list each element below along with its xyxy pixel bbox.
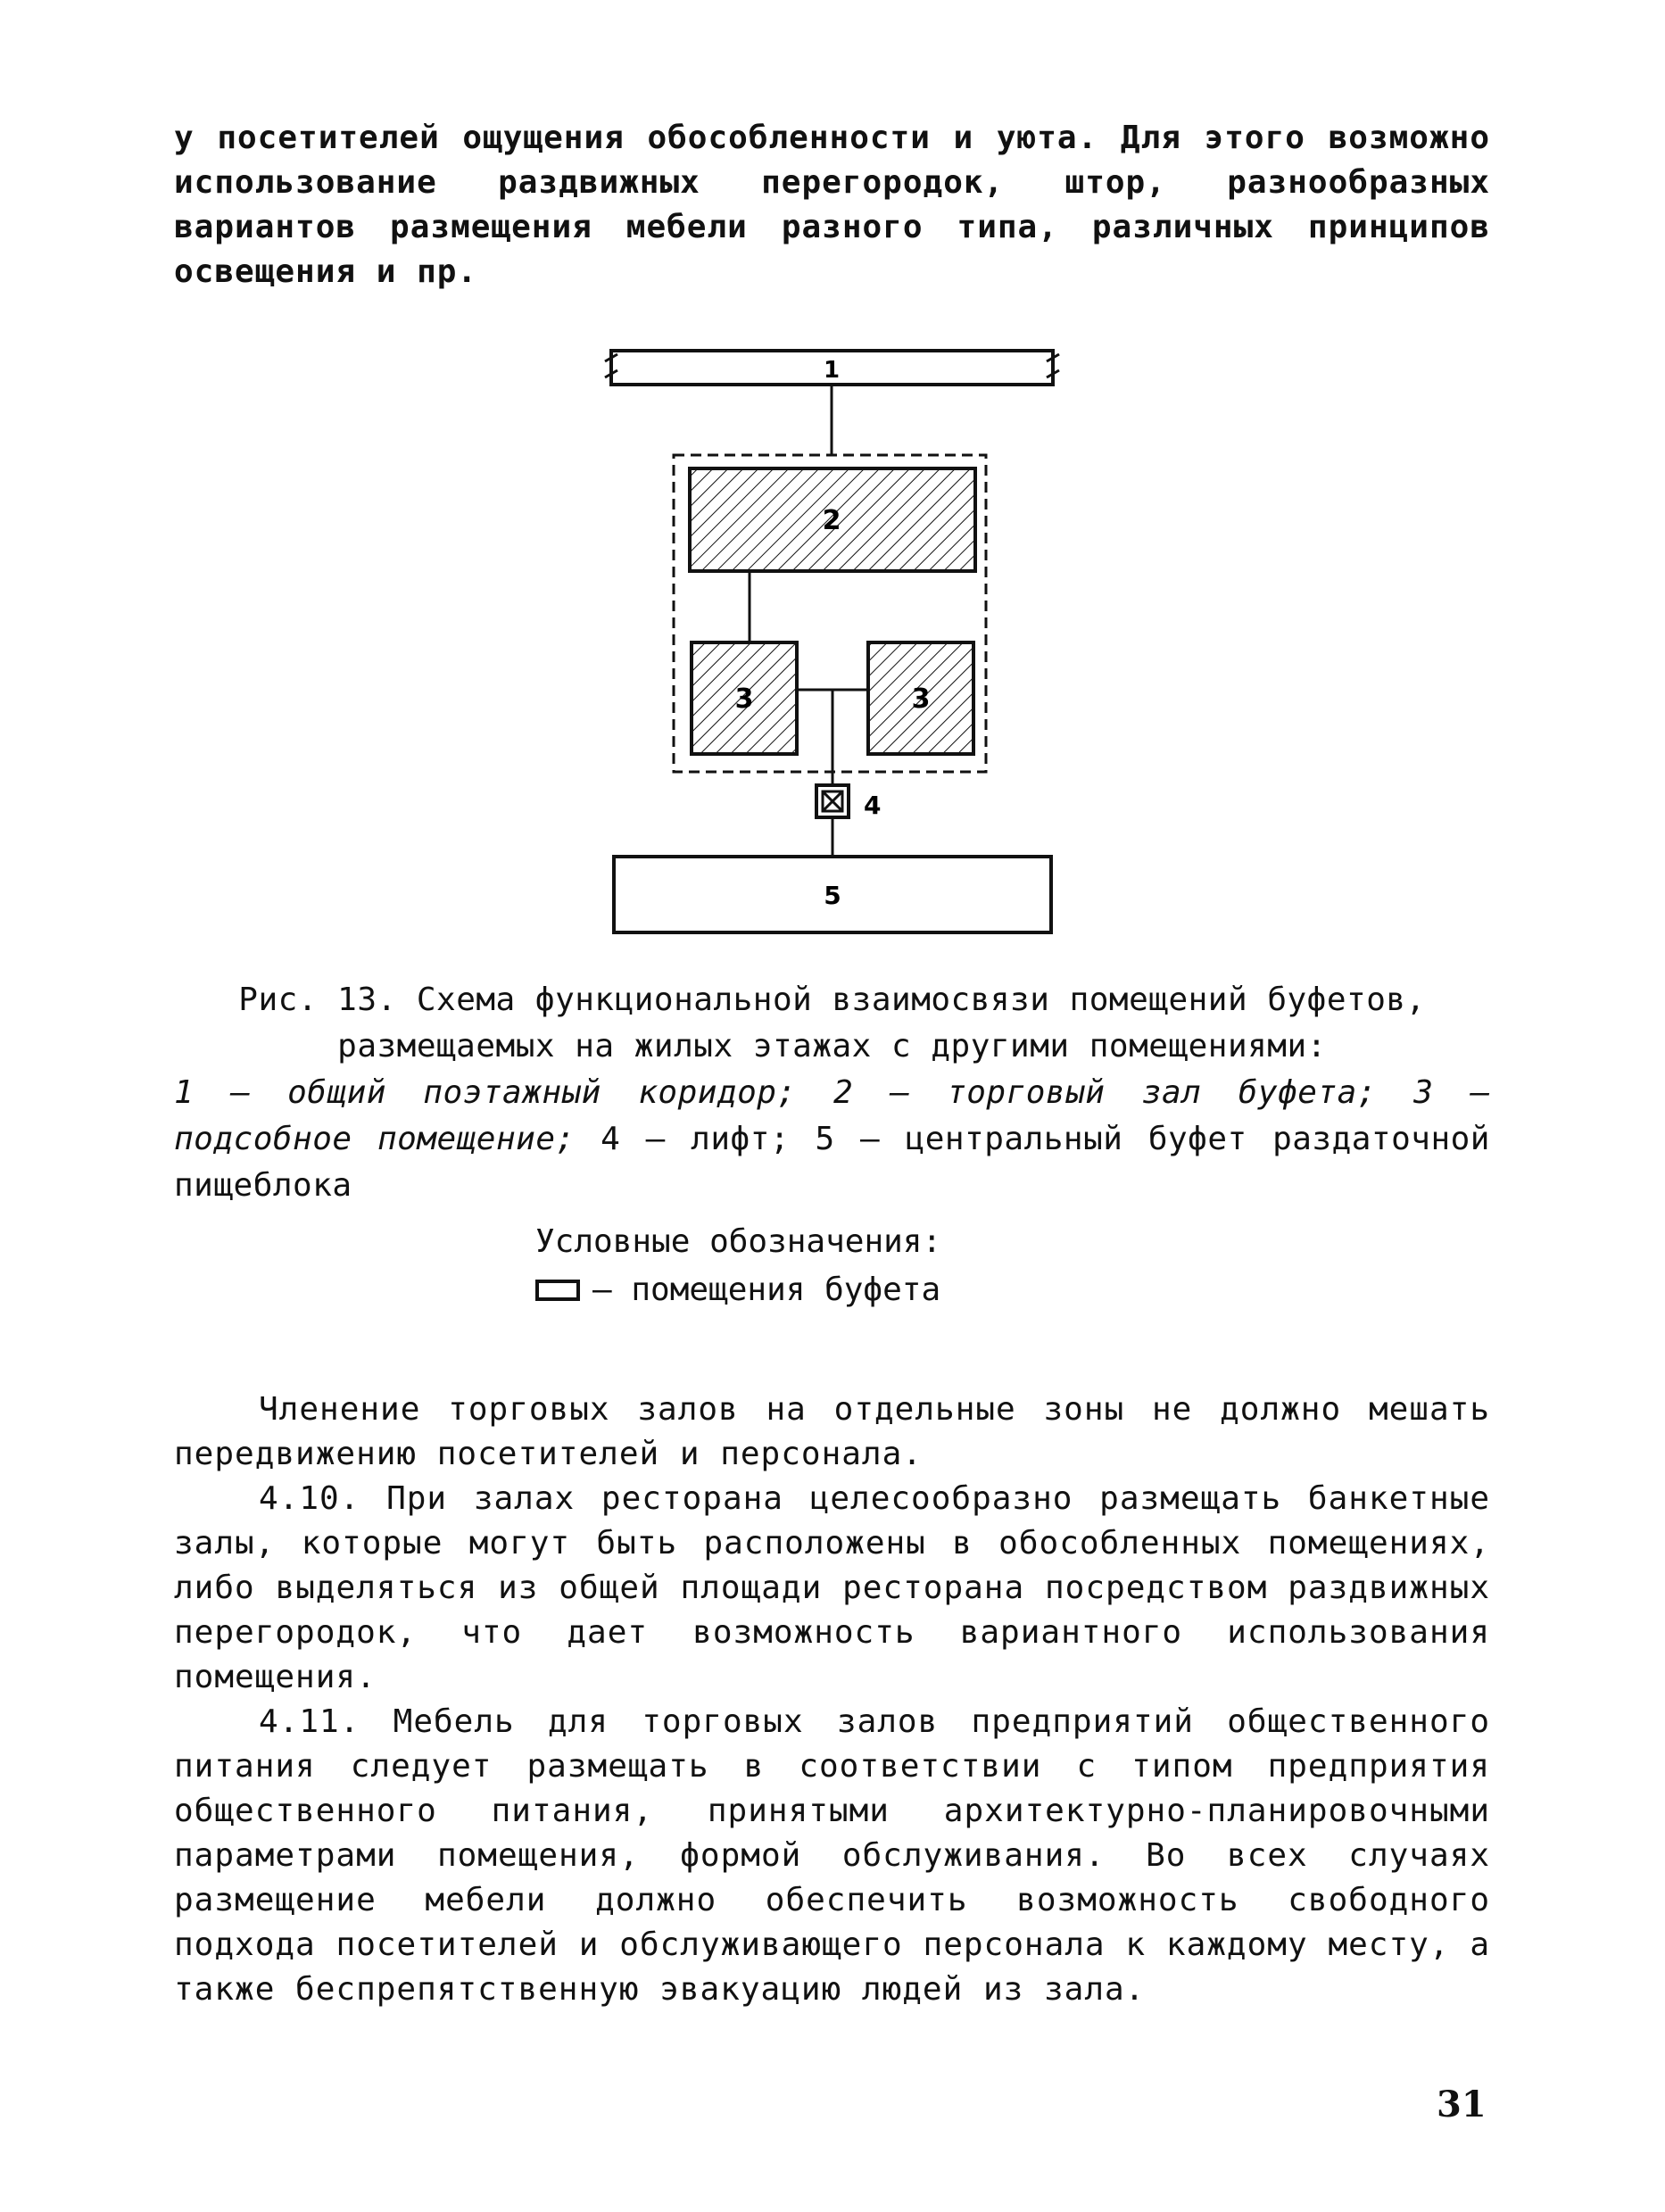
caption-item-3: 3 – подсобное помещение; bbox=[174, 1074, 1491, 1157]
corridor-label: 1 bbox=[823, 357, 841, 384]
corridor-block bbox=[605, 351, 1059, 385]
lift-symbol bbox=[816, 785, 881, 820]
paragraph-4-10: 4.10. При залах ресторана целесообразно размещать банкетные залы, которые могут быть расположены в обособленных помещениях, либо выделяться из общей площади ресторана посредством раздвижных перегородок, что дает возможность вариантного использования помещения. bbox=[174, 1480, 1490, 1695]
lift-label: 4 bbox=[864, 791, 882, 820]
legend-entry-text: – помещения буфета bbox=[592, 1272, 941, 1308]
caption-item-4: 4 – лифт; bbox=[601, 1121, 791, 1157]
room-symbol-icon bbox=[535, 1280, 580, 1301]
legend-entry bbox=[535, 1266, 1160, 1314]
caption-title-line2: размещаемых на жилых этажах с другими помещениями: bbox=[337, 1028, 1327, 1065]
legend-heading: Условные обозначения: bbox=[535, 1223, 942, 1260]
trading-hall-label: 2 bbox=[822, 505, 841, 536]
legend bbox=[535, 1218, 1160, 1314]
trading-hall-block bbox=[690, 468, 975, 571]
figure-13-diagram bbox=[589, 335, 1080, 959]
figure-caption bbox=[174, 977, 1490, 1209]
intro-text: у посетителей ощущения обособленности и уюта. Для этого возможно использование раздвижных перегородок, штор, разнообразных вариантов размещения мебели разного типа, различных принципов освещения и пр. bbox=[174, 120, 1490, 290]
body-text bbox=[174, 1388, 1490, 2012]
page-number: 31 bbox=[1437, 2084, 1487, 2125]
caption-item-5: 5 – центральный буфет раздаточной пищеблока bbox=[174, 1121, 1490, 1204]
caption-item-2: 2 – торговый зал буфета; bbox=[833, 1074, 1377, 1111]
caption-item-1: 1 – общий поэтажный коридор; bbox=[174, 1074, 797, 1111]
caption-title-line1: Рис. 13. Схема функциональной взаимосвязи помещений буфетов, bbox=[238, 982, 1426, 1018]
caption-items bbox=[174, 1070, 1490, 1209]
central-buffet-block bbox=[614, 857, 1051, 932]
utility-room-right bbox=[868, 642, 973, 754]
central-buffet-label: 5 bbox=[824, 881, 841, 910]
utility-room-right-label: 3 bbox=[911, 683, 931, 715]
utility-room-left-label: 3 bbox=[734, 683, 754, 715]
paragraph-zoning: Членение торговых залов на отдельные зоны не должно мешать передвижению посетителей и персонала. bbox=[174, 1391, 1490, 1472]
intro-paragraph bbox=[174, 116, 1490, 294]
paragraph-4-11: 4.11. Мебель для торговых залов предприятий общественного питания следует размещать в соответствии с типом предприятия общественного питания, принятыми архитектурно-планировочными параметрами помещения, формой обслуживания. Во всех случаях размещение мебели должно обеспечить возможность свободного подхода посетителей и обслуживающего персонала к каждому месту, а также беспрепятственную эвакуацию людей из зала. bbox=[174, 1703, 1490, 2008]
utility-room-left bbox=[692, 642, 797, 754]
